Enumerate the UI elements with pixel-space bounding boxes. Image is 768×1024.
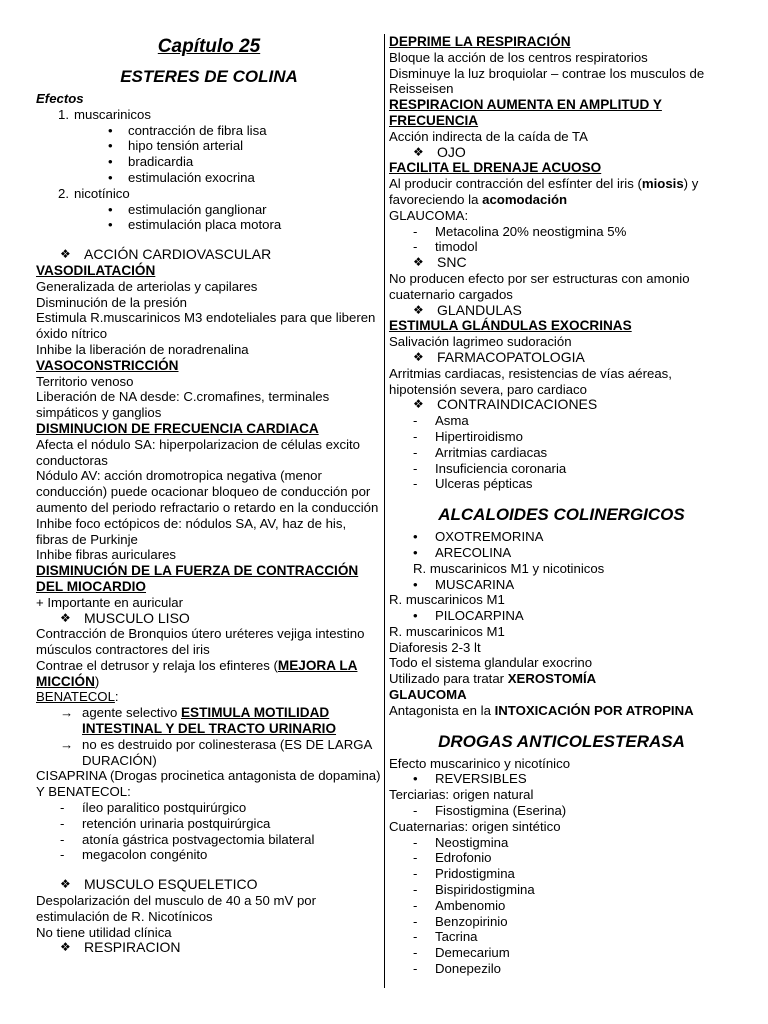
effect-2: 2. nicotínico bbox=[58, 185, 130, 201]
text-line: R. muscarinicos M1 bbox=[389, 623, 505, 639]
list-item: • OXOTREMORINA bbox=[389, 529, 734, 545]
list-item: - Tacrina bbox=[389, 929, 734, 945]
respiracion-heading: ❖ RESPIRACION bbox=[36, 940, 382, 956]
glandulas-heading: ❖ GLANDULAS bbox=[389, 303, 734, 319]
vasodilatacion-heading: VASODILATACIÓN bbox=[36, 262, 156, 278]
text-line: Utilizado para tratar XEROSTOMÍA bbox=[389, 671, 597, 687]
section-title-anticolesterasa: DROGAS ANTICOLESTERASA bbox=[438, 731, 685, 751]
arrow-item: → agente selectivo ESTIMULA MOTILIDAD INTESTINAL Y DEL TRACTO URINARIO bbox=[36, 705, 382, 737]
section-title-esteres: ESTERES DE COLINA bbox=[120, 67, 298, 86]
alcaloides-list bbox=[389, 529, 734, 561]
text-line: Inhibe la liberación de noradrenalina bbox=[36, 341, 249, 357]
list-item: • estimulación placa motora bbox=[36, 217, 382, 233]
effect-2-items bbox=[36, 202, 382, 234]
text-line: + Importante en auricular bbox=[36, 594, 183, 610]
list-item: - Demecarium bbox=[389, 945, 734, 961]
text-line: CISAPRINA (Drogas procinetica antagonista de dopamina) Y BENATECOL: bbox=[36, 768, 381, 800]
list-item: - timodol bbox=[389, 239, 734, 255]
text-line: Nódulo AV: acción dromotropica negativa (menor conducción) puede ocacionar bloqueo de conducción por aumento del periodo refractario o retardo en la conducción bbox=[36, 468, 379, 515]
mejora-miccion: MEJORA LA MICCIÓN bbox=[36, 657, 358, 689]
text-line: Todo el sistema glandular exocrino bbox=[389, 655, 593, 671]
list-item: - retención urinaria postquirúrgica bbox=[36, 816, 382, 832]
text-line: Afecta el nódulo SA: hiperpolarizacion de células excito conductoras bbox=[36, 436, 361, 468]
text-line: Al producir contracción del esfínter del iris (miosis) y favoreciendo la acomodación bbox=[389, 176, 699, 207]
cisaprina-list bbox=[36, 800, 382, 863]
contraindicaciones-heading: ❖ CONTRAINDICACIONES bbox=[389, 397, 734, 413]
text-line: Estimula R.muscarinicos M3 endoteliales para que liberen óxido nítrico bbox=[36, 310, 376, 342]
list-item: - Arritmias cardiacas bbox=[389, 445, 734, 461]
list-item: - Metacolina 20% neostigmina 5% bbox=[389, 224, 734, 240]
list-item: - megacolon congénito bbox=[36, 847, 382, 863]
column-divider bbox=[384, 34, 385, 988]
effect-1-items bbox=[36, 123, 382, 186]
effects-label: Efectos bbox=[36, 91, 84, 106]
list-item: • hipo tensión arterial bbox=[36, 138, 382, 154]
list-item: - Fisostigmina (Eserina) bbox=[389, 803, 734, 819]
respiracion-aumenta-heading: RESPIRACION AUMENTA EN AMPLITUD Y FRECUENCIA bbox=[389, 97, 662, 128]
text-line: Liberación de NA desde: C.cromafines, terminales simpáticos y ganglios bbox=[36, 389, 330, 421]
list-item: - Hipertiroidismo bbox=[389, 429, 734, 445]
text-line: Disminuye la luz broquiolar – contrae los musculos de Reisseisen bbox=[389, 65, 705, 97]
vasoconstriccion-heading: VASOCONSTRICCIÓN bbox=[36, 357, 179, 373]
text-line: Despolarización del musculo de 40 a 50 mV por estimulación de R. Nicotínicos bbox=[36, 893, 317, 924]
musculo-esqueletico-heading: ❖ MUSCULO ESQUELETICO bbox=[36, 877, 382, 893]
list-item: - Neostigmina bbox=[389, 835, 734, 851]
effects-list bbox=[36, 107, 382, 233]
frecuencia-heading: DISMINUCION DE FRECUENCIA CARDIACA bbox=[36, 420, 319, 436]
text-line: Efecto muscarinico y nicotínico bbox=[389, 755, 571, 771]
benatecol-label: BENATECOL: bbox=[36, 689, 119, 705]
list-item: • REVERSIBLES bbox=[389, 771, 734, 787]
list-item: • estimulación ganglionar bbox=[36, 202, 382, 218]
list-item: - Ambenomio bbox=[389, 898, 734, 914]
text-line: Cuaternarias: origen sintético bbox=[389, 818, 561, 834]
text-line: No producen efecto por ser estructuras con amonio cuaternario cargados bbox=[389, 270, 690, 302]
list-item: - Benzopirinio bbox=[389, 914, 734, 930]
list-item: - Bispiridostigmina bbox=[389, 882, 734, 898]
text-line: Inhibe fibras auriculares bbox=[36, 547, 177, 563]
list-item: - Insuficiencia coronaria bbox=[389, 461, 734, 477]
drenaje-heading: FACILITA EL DRENAJE ACUOSO bbox=[389, 160, 602, 176]
text-line: Generalizada de arteriolas y capilares bbox=[36, 278, 258, 294]
text-line: Terciarias: origen natural bbox=[389, 787, 534, 803]
list-item: • MUSCARINA bbox=[389, 577, 734, 593]
list-item: - Edrofonio bbox=[389, 850, 734, 866]
glaucoma-label: GLAUCOMA: bbox=[389, 207, 469, 223]
contraindicaciones-list bbox=[389, 413, 734, 492]
text-line: Disminución de la presión bbox=[36, 294, 187, 310]
snc-heading: ❖ SNC bbox=[389, 255, 734, 271]
list-item: • contracción de fibra lisa bbox=[36, 123, 382, 139]
text-line: Antagonista en la INTOXICACIÓN POR ATROPINA bbox=[389, 702, 694, 718]
ojo-heading: ❖ OJO bbox=[389, 145, 734, 161]
chapter-title: Capítulo 25 bbox=[157, 36, 261, 57]
deprime-heading: DEPRIME LA RESPIRACIÓN bbox=[389, 34, 571, 49]
farmacopatologia-heading: ❖ FARMACOPATOLOGIA bbox=[389, 350, 734, 366]
cuaternarias-list bbox=[389, 835, 734, 977]
arrow-item: → no es destruido por colinesterasa (ES DE LARGA DURACIÓN) bbox=[36, 737, 382, 769]
list-item: - Pridostigmina bbox=[389, 866, 734, 882]
right-column bbox=[389, 34, 734, 988]
list-item: • ARECOLINA bbox=[389, 545, 734, 561]
text-line: Bloque la acción de los centros respiratorios bbox=[389, 49, 648, 65]
left-column bbox=[36, 34, 382, 988]
fuerza-heading: DISMINUCIÓN DE LA FUERZA DE CONTRACCIÓN DEL MIOCARDIO bbox=[36, 563, 359, 594]
text-line: Diaforesis 2-3 lt bbox=[389, 639, 481, 655]
musculo-liso-heading: ❖ MUSCULO LISO bbox=[36, 611, 382, 627]
text-line: R. muscarinicos M1 bbox=[389, 592, 505, 608]
list-item: • PILOCARPINA bbox=[389, 608, 734, 624]
list-item: - Ulceras pépticas bbox=[389, 476, 734, 492]
text-line: R. muscarinicos M1 y nicotinicos bbox=[413, 560, 605, 576]
text-line: Acción indirecta de la caída de TA bbox=[389, 128, 588, 144]
glaucoma-list bbox=[389, 224, 734, 256]
terciarias-list bbox=[389, 803, 734, 819]
list-item: • bradicardia bbox=[36, 154, 382, 170]
cardio-heading: ❖ ACCIÓN CARDIOVASCULAR bbox=[36, 247, 382, 263]
list-item: - Donepezilo bbox=[389, 961, 734, 977]
effect-1: 1. muscarinicos bbox=[58, 106, 151, 122]
text-line: Contracción de Bronquios útero uréteres vejiga intestino músculos contractores del iris bbox=[36, 626, 365, 658]
list-item: • estimulación exocrina bbox=[36, 170, 382, 186]
text-line: Inhibe foco ectópicos de: nódulos SA, AV, haz de his, fibras de Purkinje bbox=[36, 515, 347, 547]
text-line: GLAUCOMA bbox=[389, 687, 467, 703]
list-item: - atonía gástrica postvagectomia bilateral bbox=[36, 832, 382, 848]
exocrinas-heading: ESTIMULA GLÁNDULAS EXOCRINAS bbox=[389, 318, 632, 334]
text-line: Salivación lagrimeo sudoración bbox=[389, 334, 572, 350]
list-item: - íleo paralitico postquirúrgico bbox=[36, 800, 382, 816]
text-line: No tiene utilidad clínica bbox=[36, 924, 172, 940]
list-item: - Asma bbox=[389, 413, 734, 429]
text-line: Territorio venoso bbox=[36, 373, 134, 389]
section-title-alcaloides: ALCALOIDES COLINERGICOS bbox=[438, 505, 685, 525]
text-line: Contrae el detrusor y relaja los efinteres (MEJORA LA MICCIÓN) bbox=[36, 657, 358, 689]
text-line: Arritmias cardiacas, resistencias de vías aéreas, hipotensión severa, paro cardiaco bbox=[389, 365, 672, 397]
